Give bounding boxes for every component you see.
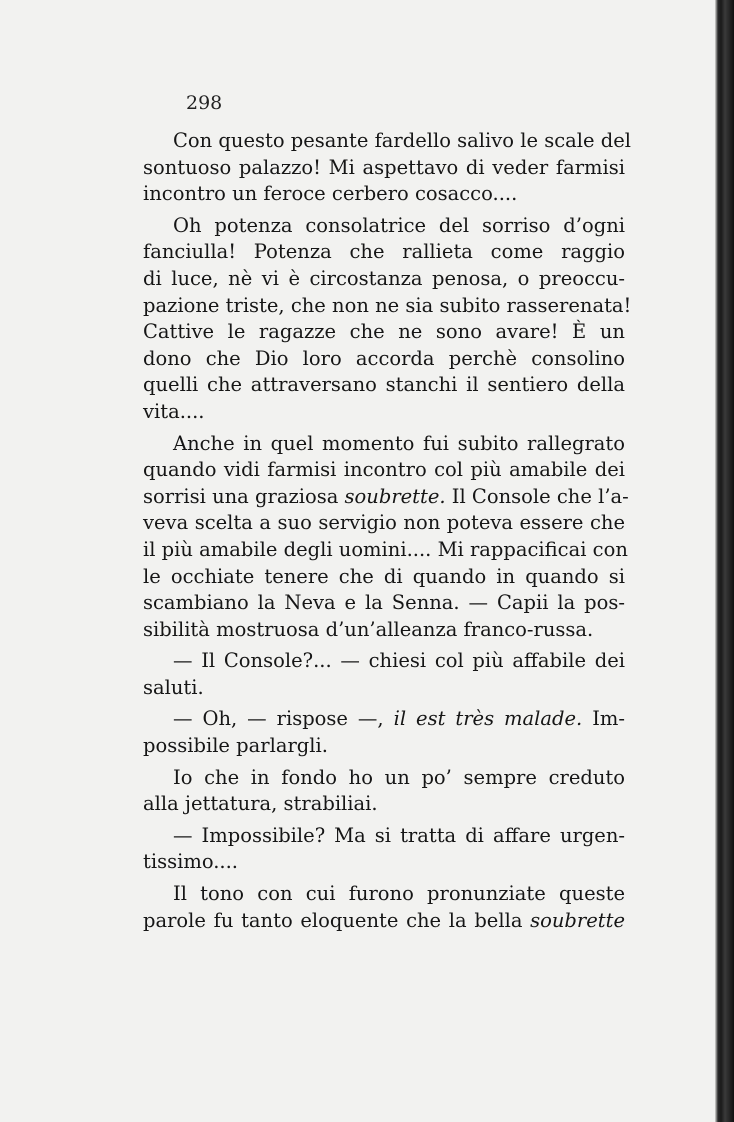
text-line: parole fu tanto eloquente che la bella soubrette [143, 908, 625, 932]
text-line: vita.... [143, 399, 205, 423]
text-line: quando vidi farmisi incontro col più amabile dei [143, 458, 625, 482]
text-line: tissimo.... [143, 850, 239, 874]
page-number: 298 [186, 92, 223, 114]
paragraph [143, 706, 625, 759]
italic-phrase: soubrette [530, 908, 625, 932]
text-line: Io che in fondo ho un po’ sempre creduto [173, 765, 625, 789]
text-line: Il tono con cui furono pronunziate queste [173, 882, 625, 906]
text-line: Con questo pesante fardello salivo le scale del [173, 129, 631, 152]
paragraph [143, 823, 625, 876]
text-line: — Impossibile? Ma si tratta di affare urgen- [173, 823, 625, 847]
text-line: — Il Console?... — chiesi col più affabile dei [173, 649, 625, 673]
text-line: Anche in quel momento fui subito rallegrato [173, 431, 625, 455]
text-line: veva scelta a suo servigio non poteva essere che [143, 511, 625, 535]
text-line: scambiano la Neva e la Senna. — Capii la pos- [143, 591, 625, 615]
paragraph [143, 213, 632, 426]
text-line: sontuoso palazzo! Mi aspettavo di veder farmisi [143, 155, 625, 179]
text-line: il più amabile degli uomini.... Mi rappacificai con [143, 537, 628, 561]
text-line: alla jettatura, strabiliai. [143, 792, 378, 816]
text-line: le occhiate tenere che di quando in quando si [143, 564, 625, 588]
paragraph [143, 648, 625, 701]
text-line: possibile parlargli. [143, 734, 328, 758]
text-line: fanciulla! Potenza che rallieta come raggio [143, 240, 625, 264]
text-line: — Oh, — rispose —, il est très malade. Im- [173, 707, 625, 731]
text-line: saluti. [143, 675, 204, 699]
text-line: sibilità mostruosa d’un’alleanza franco-russa. [143, 617, 594, 641]
text-line: Oh potenza consolatrice del sorriso d’ogni [173, 213, 625, 237]
book-binding-edge [715, 0, 734, 1122]
text-line: di luce, nè vi è circostanza penosa, o preoccu- [143, 266, 625, 290]
italic-phrase: soubrette. [344, 484, 446, 508]
paragraph [143, 765, 625, 818]
paragraph [143, 128, 631, 208]
italic-phrase: il est très malade. [393, 707, 583, 731]
text-line: Cattive le ragazze che ne sono avare! È un [143, 320, 625, 344]
paragraph [143, 881, 625, 934]
text-line: incontro un feroce cerbero cosacco.... [143, 182, 518, 206]
text-line: dono che Dio loro accorda perchè consolino [143, 346, 625, 370]
text-line: quelli che attraversano stanchi il sentiero della [143, 373, 625, 397]
paragraph [143, 431, 629, 644]
text-line: pazione triste, che non ne sia subito rasserenata! [143, 293, 632, 317]
text-line: sorrisi una graziosa soubrette. Il Console che l’a- [143, 484, 629, 508]
page-text-body [143, 128, 632, 939]
